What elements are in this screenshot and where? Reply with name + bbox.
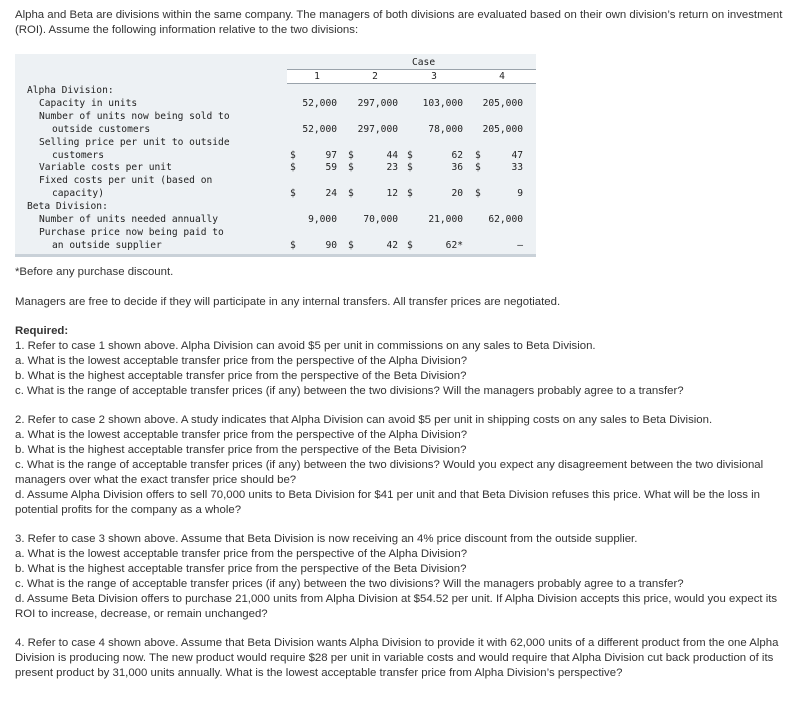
case-4-value: 33 xyxy=(511,162,523,174)
dollar-sign: $ xyxy=(348,162,354,174)
row-label: Selling price per unit to outside xyxy=(39,136,230,148)
row-label: Capacity in units xyxy=(39,97,138,109)
q3-part-a: a. What is the lowest acceptable transfer price from the perspective of the Alpha Division? xyxy=(15,548,468,560)
case-2-value: 70,000 xyxy=(363,214,398,225)
q1-line: 1. Refer to case 1 shown above. Alpha Division can avoid $5 per unit in commissions on any sales to Beta Division. xyxy=(15,340,596,352)
row-label: outside customers xyxy=(52,123,151,135)
row-label: Purchase price now being paid to xyxy=(39,226,224,238)
q1-part-a: a. What is the lowest acceptable transfer price from the perspective of the Alpha Division? xyxy=(15,355,468,367)
case-1-value: 9,000 xyxy=(308,214,337,225)
dollar-sign: $ xyxy=(290,149,296,161)
dollar-sign: $ xyxy=(407,188,413,200)
dollar-sign: $ xyxy=(290,188,296,200)
case-4-value: 47 xyxy=(511,149,523,161)
dollar-sign: $ xyxy=(475,162,481,174)
case-4-value: – xyxy=(517,239,523,251)
question-3 xyxy=(15,532,793,622)
q4-line: 4. Refer to case 4 shown above. Assume that Beta Division wants Alpha Division to provide it with 62,000 units of a different product from the one Alpha Division is producing now. The new product would require $28 per unit in variable costs and would require that Alpha Division cut back production of its present product by 31,000 units annually. What is the lowest acceptable transfer price from Alpha Division’s perspective? xyxy=(15,637,779,679)
case-3-value: 36 xyxy=(451,162,463,174)
q3-part-d: d. Assume Beta Division offers to purchase 21,000 units from Alpha Division at $54.52 per unit. If Alpha Division accepts this price, would you expect its ROI to increase, decrease, or remain unchanged? xyxy=(15,593,778,620)
case-4-header: 4 xyxy=(499,71,505,82)
q2-part-b: b. What is the highest acceptable transfer price from the perspective of the Beta Division? xyxy=(15,444,467,456)
dollar-sign: $ xyxy=(407,149,413,161)
case-4-value: 205,000 xyxy=(482,123,523,135)
q3-part-b: b. What is the highest acceptable transfer price from the perspective of the Beta Division? xyxy=(15,563,467,575)
case-4-value: 62,000 xyxy=(488,214,523,225)
case-1-value: 97 xyxy=(325,149,337,161)
case-1-value: 52,000 xyxy=(302,123,337,135)
case-number-rule xyxy=(287,83,536,84)
footnote: *Before any purchase discount. xyxy=(15,266,174,278)
case-2-value: 23 xyxy=(386,162,398,174)
case-1-value: 90 xyxy=(325,239,337,251)
dollar-sign: $ xyxy=(348,188,354,200)
row-label: Number of units now being sold to xyxy=(39,110,230,122)
row-label: an outside supplier xyxy=(52,239,162,251)
q2-line: 2. Refer to case 2 shown above. A study indicates that Alpha Division can avoid $5 per unit in shipping costs on any sales to Beta Division. xyxy=(15,414,713,426)
question-4 xyxy=(15,636,793,681)
case-2-value: 12 xyxy=(386,188,398,200)
row-label: Beta Division: xyxy=(27,201,108,213)
dollar-sign: $ xyxy=(407,239,413,251)
row-label: customers xyxy=(52,149,104,161)
case-1-value: 52,000 xyxy=(302,97,337,109)
dollar-sign: $ xyxy=(290,162,296,174)
row-label: Variable costs per unit xyxy=(39,162,172,174)
case-2-value: 44 xyxy=(386,149,398,161)
case-3-value: 62 xyxy=(451,149,463,161)
case-3-value: 62* xyxy=(445,239,463,251)
case-3-value: 103,000 xyxy=(422,97,463,109)
managers-note: Managers are free to decide if they will participate in any internal transfers. All transfer prices are negotiated. xyxy=(15,296,561,308)
case-1-value: 24 xyxy=(325,188,337,200)
dollar-sign: $ xyxy=(348,239,354,251)
q2-part-a: a. What is the lowest acceptable transfer price from the perspective of the Alpha Division? xyxy=(15,429,468,441)
intro-text: Alpha and Beta are divisions within the same company. The managers of both divisions are evaluated based on their own division’s return on investment (ROI). Assume the following information relative to the two divisions: xyxy=(15,9,783,36)
case-3-value: 20 xyxy=(451,188,463,200)
case-header: Case xyxy=(412,57,436,68)
case-2-value: 297,000 xyxy=(357,123,398,135)
q3-line: 3. Refer to case 3 shown above. Assume that Beta Division is now receiving an 4% price discount from the outside supplier. xyxy=(15,533,638,545)
case-2-header: 2 xyxy=(372,71,378,82)
q3-part-c: c. What is the range of acceptable transfer prices (if any) between the two divisions? Will the managers probably agree to a transfer? xyxy=(15,578,684,590)
row-label: capacity) xyxy=(52,188,104,200)
dollar-sign: $ xyxy=(290,239,296,251)
q1-part-b: b. What is the highest acceptable transfer price from the perspective of the Beta Division? xyxy=(15,370,467,382)
case-2-value: 297,000 xyxy=(357,97,398,109)
case-2-value: 42 xyxy=(386,239,398,251)
dollar-sign: $ xyxy=(407,162,413,174)
case-1-header: 1 xyxy=(314,71,320,82)
row-label: Alpha Division: xyxy=(27,85,114,96)
q2-part-c: c. What is the range of acceptable transfer prices (if any) between the two divisions? Would you expect any disagreement between the two divisional managers over what the exact transfer price should be? xyxy=(15,459,764,486)
q2-part-d: d. Assume Alpha Division offers to sell 70,000 units to Beta Division for $41 per unit and that Beta Division refuses this price. What will be the loss in potential profits for the company as a whole? xyxy=(15,489,760,516)
case-3-value: 21,000 xyxy=(428,214,463,225)
case-3-header: 3 xyxy=(431,71,437,82)
question-2 xyxy=(15,413,793,518)
case-4-value: 205,000 xyxy=(482,97,523,109)
case-3-value: 78,000 xyxy=(428,123,463,135)
dollar-sign: $ xyxy=(475,188,481,200)
dollar-sign: $ xyxy=(348,149,354,161)
case-1-value: 59 xyxy=(325,162,337,174)
q1-part-c: c. What is the range of acceptable transfer prices (if any) between the two divisions? Will the managers probably agree to a transfer? xyxy=(15,385,684,397)
questions-section xyxy=(15,265,793,681)
row-label: Number of units needed annually xyxy=(39,214,219,225)
question-1 xyxy=(15,339,793,399)
row-label: Fixed costs per unit (based on xyxy=(39,175,213,187)
case-4-value: 9 xyxy=(517,188,523,200)
table-bottom-bar xyxy=(15,254,536,257)
division-data-table xyxy=(15,54,536,257)
required-heading: Required: xyxy=(15,325,69,337)
dollar-sign: $ xyxy=(475,149,481,161)
